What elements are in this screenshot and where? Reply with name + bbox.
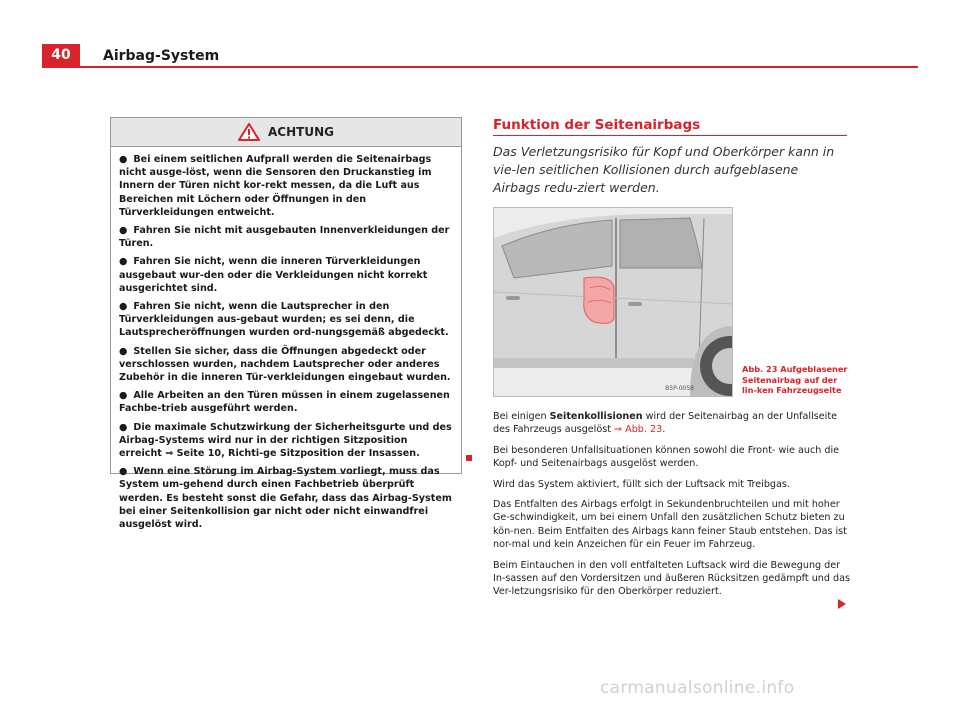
warning-item: ● Bei einem seitlichen Aufprall werden die Seitenairbags nicht ausge-löst, wenn die Sensoren den Druckanstieg im Innern der Türen nicht kor-rekt messen, da die Luft aus Bereichen mit Löchern oder Öffnungen in den Türverkleidungen entweicht. — [119, 154, 432, 218]
section-body — [493, 410, 853, 606]
car-side-illustration — [494, 208, 732, 396]
warning-item: ● Fahren Sie nicht, wenn die inneren Türverkleidungen ausgebaut wur-den oder die Verkleidungen nicht korrekt ausgerichtet sind. — [119, 256, 428, 294]
section-end-marker — [466, 455, 472, 461]
figure-caption: Abb. 23 Aufgeblasener Seitenairbag auf der lin-ken Fahrzeugseite — [742, 364, 848, 395]
paragraph: Beim Eintauchen in den voll entfalteten Luftsack wird die Bewegung der In-sassen auf den Vordersitzen und äußeren Rücksitzen gedämpft und das Ver-letzungsrisiko für den Oberkörper reduziert. — [493, 559, 850, 598]
warning-item: ● Fahren Sie nicht mit ausgebauten Innenverkleidungen der Türen. — [119, 225, 450, 250]
warning-item: ● Fahren Sie nicht, wenn die Lautsprecher in den Türverkleidungen aus-gebaut wurden; es sei denn, die Lautsprecheröffnungen wurden ord-nungsgemäß abgedeckt. — [119, 301, 449, 339]
side-airbag-figure — [493, 207, 733, 397]
section-lead: Das Verletzungsrisiko für Kopf und Oberkörper kann in vie-len seitlichen Kollisionen durch aufgeblasene Airbags redu-ziert werden. — [493, 144, 835, 195]
paragraph: Das Entfalten des Airbags erfolgt in Sekundenbruchteilen und mit hoher Ge-schwindigkeit, um bei einem Unfall den zusätzlichen Schutz bieten zu kön-nen. Beim Entfalten des Airbags kann feiner Staub entstehen. Das ist nor-mal und kein Anzeichen für ein Feuer im Fahrzeug. — [493, 499, 847, 551]
watermark: carmanualsonline.info — [600, 678, 795, 698]
continue-arrow-icon — [838, 599, 846, 609]
warning-header — [111, 118, 461, 147]
page-number: 40 — [42, 44, 80, 66]
svg-text:B5P-0058: B5P-0058 — [665, 385, 694, 392]
warning-item: ● Stellen Sie sicher, dass die Öffnungen abgedeckt oder verschlossen wurden, nachdem Lautsprecher oder anderes Zubehör in die inneren Tür-verkleidungen eingebaut wurden. — [119, 345, 451, 384]
section-rule — [493, 135, 847, 136]
warning-triangle-icon — [238, 123, 260, 141]
paragraph: Bei einigen Seitenkollisionen wird der Seitenairbag an der Unfallseite des Fahrzeugs ausgelöst ⇒ Abb. 23. — [493, 411, 837, 436]
header-rule — [42, 66, 918, 68]
section-title: Funktion der Seitenairbags — [493, 117, 701, 133]
warning-item: ● Wenn eine Störung im Airbag-System vorliegt, muss das System um-gehend durch einen Fachbetrieb überprüft werden. Es besteht sonst die Gefahr, dass das Airbag-System bei einer Seitenkollision gar nicht oder nicht einwandfrei ausgelöst wird. — [119, 466, 452, 531]
warning-item: ● Die maximale Schutzwirkung der Sicherheitsgurte und des Airbag-Systems wird nur in der richtigen Sitzposition erreicht ⇒ Seite 10, Richti-ge Sitzposition der Insassen. — [119, 421, 452, 460]
paragraph: Bei besonderen Unfallsituationen können sowohl die Front- wie auch die Kopf- und Seitenairbags ausgelöst werden. — [493, 444, 840, 470]
warning-item: ● Alle Arbeiten an den Türen müssen in einem zugelassenen Fachbe-trieb ausgeführt werden. — [119, 390, 450, 415]
warning-heading: ACHTUNG — [268, 125, 334, 139]
paragraph: Wird das System aktiviert, füllt sich der Luftsack mit Treibgas. — [493, 478, 790, 490]
page-title: Airbag-System — [103, 48, 220, 64]
warning-box — [110, 117, 462, 531]
figure-ref-link[interactable]: ⇒ Abb. 23 — [614, 424, 663, 436]
